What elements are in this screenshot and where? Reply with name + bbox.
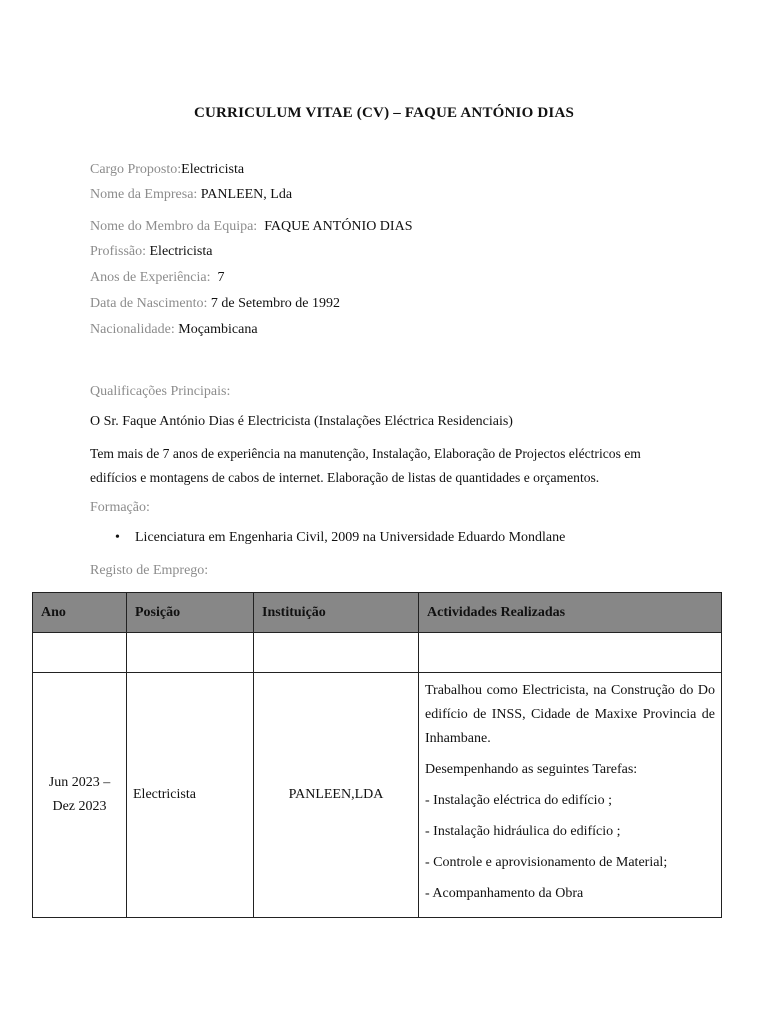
- actividade-item: - Instalação hidráulica do edifício ;: [425, 824, 621, 839]
- field-label: Nome do Membro da Equipa:: [90, 219, 258, 234]
- field-label: Cargo Proposto:: [90, 162, 182, 177]
- field-data-nascimento: [90, 296, 340, 312]
- field-value: Electricista: [181, 162, 245, 177]
- field-value: FAQUE ANTÓNIO DIAS: [264, 219, 413, 234]
- registo-heading: Registo de Emprego:: [90, 563, 209, 578]
- table-header-row: [33, 593, 722, 633]
- actividade-item: - Instalação eléctrica do edifício ;: [425, 793, 612, 808]
- field-value: PANLEEN, Lda: [200, 187, 293, 202]
- column-header-ano: Ano: [33, 593, 127, 633]
- formacao-heading: Formação:: [90, 500, 150, 515]
- column-header-actividades: Actividades Realizadas: [419, 593, 722, 633]
- field-value: Electricista: [149, 244, 213, 259]
- formacao-item-text: Licenciatura em Engenharia Civil, 2009 na Universidade Eduardo Mondlane: [135, 530, 566, 545]
- field-label: Data de Nascimento:: [90, 296, 208, 311]
- field-label: Nome da Empresa:: [90, 187, 198, 202]
- qualificacoes-summary: O Sr. Faque António Dias é Electricista (Instalações Eléctrica Residenciais): [90, 414, 513, 429]
- table-row: [33, 673, 722, 918]
- field-nacionalidade: [90, 322, 258, 338]
- actividade-item: - Acompanhamento da Obra: [425, 886, 584, 901]
- cell-ano: Jun 2023 – Dez 2023: [33, 673, 127, 918]
- field-profissao: [90, 244, 212, 260]
- field-nome-membro: [90, 219, 412, 235]
- actividade-item: - Controle e aprovisionamento de Material;: [425, 855, 668, 870]
- table-cell: [127, 633, 254, 673]
- bullet-icon: •: [115, 530, 120, 545]
- qualificacoes-description: Tem mais de 7 anos de experiência na manutenção, Instalação, Elaboração de Projectos eléctricos em edifícios e montagens de cabos de internet. Elaboração de listas de quantidades e orçamentos.: [90, 446, 641, 485]
- employment-table: [32, 592, 722, 918]
- cell-actividades: [419, 673, 722, 918]
- field-value: 7: [217, 270, 225, 285]
- field-value: Moçambicana: [178, 322, 258, 337]
- field-cargo-proposto: [90, 162, 244, 178]
- cell-posicao: Electricista: [127, 673, 254, 918]
- field-label: Profissão:: [90, 244, 146, 259]
- qualificacoes-heading: Qualificações Principais:: [90, 384, 231, 399]
- document-title: CURRICULUM VITAE (CV) – FAQUE ANTÓNIO DIAS: [193, 105, 575, 121]
- formacao-list-item: [115, 530, 565, 546]
- field-label: Anos de Experiência:: [90, 270, 211, 285]
- field-label: Nacionalidade:: [90, 322, 175, 337]
- column-header-posicao: Posição: [127, 593, 254, 633]
- table-cell: [33, 633, 127, 673]
- cell-instituicao: PANLEEN,LDA: [254, 673, 419, 918]
- column-header-instituicao: Instituição: [254, 593, 419, 633]
- field-anos-experiencia: [90, 270, 225, 286]
- table-row-empty: [33, 633, 722, 673]
- field-nome-empresa: [90, 187, 292, 203]
- table-cell: [254, 633, 419, 673]
- actividade-item: Desempenhando as seguintes Tarefas:: [425, 762, 638, 777]
- actividade-item: Trabalhou como Electricista, na Construção do Do edifício de INSS, Cidade de Maxixe Provincia de Inhambane.: [425, 683, 715, 746]
- field-value: 7 de Setembro de 1992: [210, 296, 340, 311]
- table-cell: [419, 633, 722, 673]
